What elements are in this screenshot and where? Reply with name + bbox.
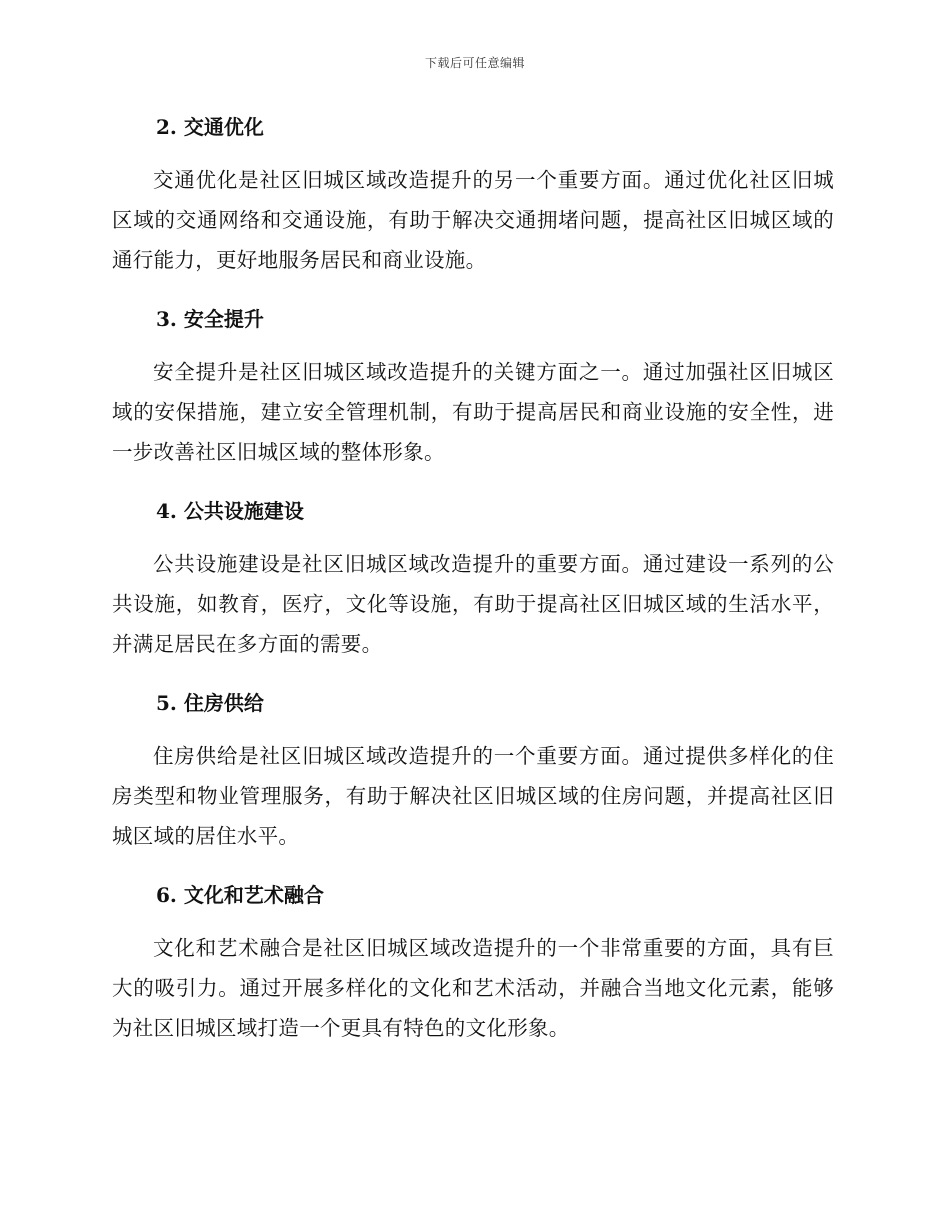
section-paragraph: 安全提升是社区旧城区域改造提升的关键方面之一。通过加强社区旧城区域的安保措施，建立安全管理机制，有助于提高居民和商业设施的安全性，进一步改善社区旧城区域的整体形象。 [112,360,834,464]
section-public-facilities [112,492,834,664]
section-heading: 2. 交通优化 [156,115,264,139]
section-heading: 3. 安全提升 [156,307,264,331]
section-culture-art [112,876,834,1048]
section-paragraph: 住房供给是社区旧城区域改造提升的一个重要方面。通过提供多样化的住房类型和物业管理服务，有助于解决社区旧城区域的住房问题，并提高社区旧城区域的居住水平。 [112,744,834,848]
document-content [112,108,834,1068]
section-paragraph: 文化和艺术融合是社区旧城区域改造提升的一个非常重要的方面，具有巨大的吸引力。通过开展多样化的文化和艺术活动，并融合当地文化元素，能够为社区旧城区域打造一个更具有特色的文化形象。 [112,936,834,1040]
section-traffic [112,108,834,280]
section-paragraph: 公共设施建设是社区旧城区域改造提升的重要方面。通过建设一系列的公共设施，如教育，医疗，文化等设施，有助于提高社区旧城区域的生活水平，并满足居民在多方面的需要。 [112,552,834,656]
section-heading: 5. 住房供给 [156,691,264,715]
section-safety [112,300,834,472]
section-heading: 4. 公共设施建设 [156,499,304,523]
section-heading: 6. 文化和艺术融合 [156,883,324,907]
page-header: 下载后可任意编辑 [424,56,525,70]
section-paragraph: 交通优化是社区旧城区域改造提升的另一个重要方面。通过优化社区旧城区域的交通网络和交通设施，有助于解决交通拥堵问题，提高社区旧城区域的通行能力，更好地服务居民和商业设施。 [112,168,834,272]
section-housing [112,684,834,856]
